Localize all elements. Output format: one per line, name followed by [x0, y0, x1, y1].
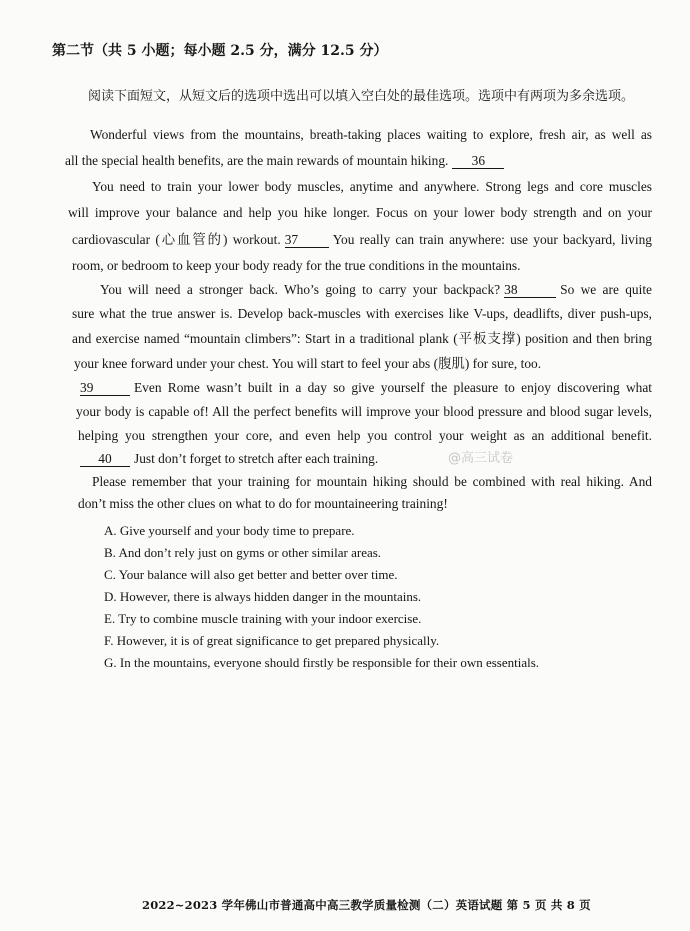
option-c: C. Your balance will also get better and better over time.	[104, 567, 398, 582]
line-text: sure what the true answer is. Develop back-muscles with exercises like V-ups, deadlifts, diver push-ups,	[72, 306, 652, 321]
line-text: So we are quite	[560, 282, 653, 297]
passage-line	[72, 305, 652, 323]
passage-line	[72, 257, 521, 275]
passage-line	[74, 355, 541, 373]
page-footer: 2022~2023 学年佛山市普通高中高三教学质量检测（二）英语试题 第 5 页 共 8 页	[142, 898, 591, 912]
line-text: Wonderful views from the mountains, breath-taking places waiting to explore, fresh air, as well as	[90, 127, 652, 142]
line-text: all the special health benefits, are the main rewards of mountain hiking.	[65, 153, 449, 168]
option-e: E. Try to combine muscle training with your indoor exercise.	[104, 611, 422, 626]
line-text: cardiovascular (心血管的) workout.	[72, 232, 281, 247]
line-text: Just don’t forget to stretch after each training.	[134, 451, 379, 466]
answer-blank[interactable]: 38	[504, 283, 556, 298]
answer-blank[interactable]: 36	[452, 154, 504, 169]
passage-line	[78, 495, 448, 513]
passage-line	[76, 450, 378, 468]
passage-line	[92, 473, 652, 491]
passage-line	[65, 152, 508, 170]
section-title: 第二节（共 5 小题；每小题 2.5 分，满分 12.5 分）	[52, 43, 388, 59]
line-text: don’t miss the other clues on what to do for mountaineering training!	[78, 496, 448, 511]
option-f: F. However, it is of great significance to get prepared physically.	[104, 633, 440, 648]
passage-line	[76, 379, 652, 397]
passage-line	[90, 126, 652, 144]
option-a: A. Give yourself and your body time to prepare.	[104, 523, 355, 538]
passage-line	[68, 204, 652, 222]
line-text: and exercise named “mountain climbers”: Start in a traditional plank (平板支撑) position and then bring	[72, 331, 652, 346]
instructions: 阅读下面短文，从短文后的选项中选出可以填入空白处的最佳选项。选项中有两项为多余选项。	[88, 89, 635, 104]
line-text: You really can train anywhere: use your backyard, living	[332, 232, 652, 247]
answer-blank[interactable]: 39	[80, 381, 130, 396]
line-text: will improve your balance and help you hike longer. Focus on your lower body strength and on your	[68, 205, 652, 220]
passage-line	[72, 330, 652, 348]
watermark: @高三试卷	[448, 451, 514, 466]
line-text: your body is capable of! All the perfect benefits will improve your blood pressure and blood sugar levels,	[76, 404, 652, 419]
line-text: room, or bedroom to keep your body ready for the true conditions in the mountains.	[72, 258, 521, 273]
answer-blank[interactable]: 40	[80, 452, 130, 467]
line-text: You need to train your lower body muscles, anytime and anywhere. Strong legs and core muscles	[92, 179, 652, 194]
passage-line	[92, 178, 652, 196]
option-g: G. In the mountains, everyone should firstly be responsible for their own essentials.	[104, 655, 540, 670]
line-text: Even Rome wasn’t built in a day so give yourself the pleasure to enjoy discovering what	[134, 380, 652, 395]
answer-blank[interactable]: 37	[285, 233, 329, 248]
passage-line	[72, 231, 652, 249]
line-text: Please remember that your training for mountain hiking should be combined with real hiking. And	[92, 474, 652, 489]
passage-line	[78, 427, 652, 445]
option-b: B. And don’t rely just on gyms or other similar areas.	[104, 545, 382, 560]
passage-line	[76, 403, 652, 421]
line-text: helping you strengthen your core, and even help you control your weight as an additional benefit.	[78, 428, 652, 443]
option-d: D. However, there is always hidden danger in the mountains.	[104, 589, 422, 604]
line-text: your knee forward under your chest. You will start to feel your abs (腹肌) for sure, too.	[74, 356, 542, 371]
passage-line	[100, 281, 652, 299]
line-text: You will need a stronger back. Who’s going to carry your backpack?	[100, 282, 501, 297]
